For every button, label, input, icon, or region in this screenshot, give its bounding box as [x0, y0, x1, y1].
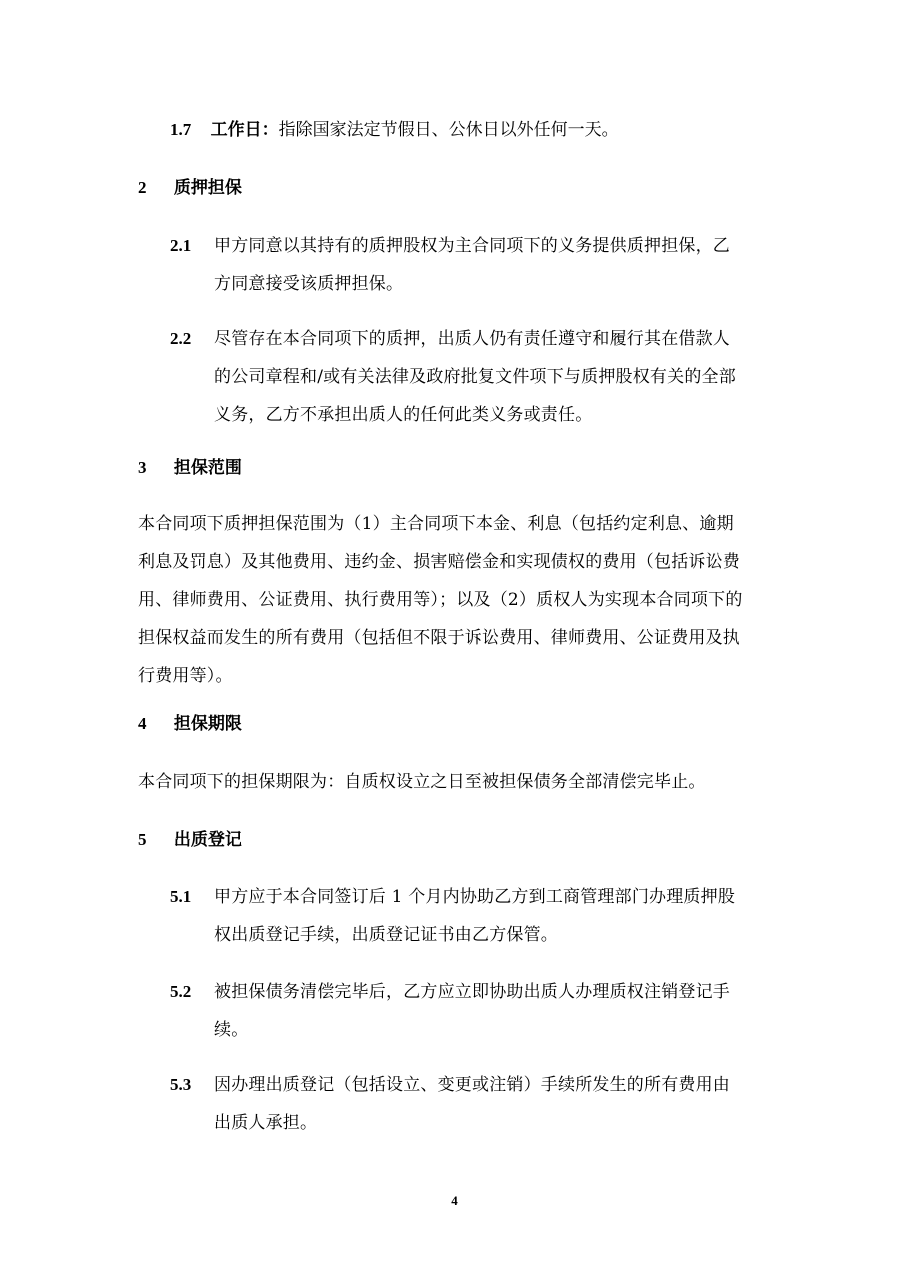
section-number: 4	[138, 714, 147, 733]
clause-number-2-2: 2.2	[170, 329, 192, 348]
clause-2-2	[214, 320, 774, 434]
text-line: 因办理出质登记（包括设立、变更或注销）手续所发生的所有费用由	[214, 1075, 730, 1095]
text-line: 甲方应于本合同签订后 1 个月内协助乙方到工商管理部门办理质押股	[214, 887, 736, 907]
section-heading-3	[138, 458, 242, 478]
clause-number-2-1: 2.1	[170, 236, 192, 255]
text-line: 尽管存在本合同项下的质押，出质人仍有责任遵守和履行其在借款人	[214, 329, 730, 349]
clause-text: 指除国家法定节假日、公休日以外任何一天。	[278, 120, 619, 140]
text-line: 出质人承担。	[214, 1113, 318, 1133]
section-title: 担保范围	[173, 458, 242, 478]
text-line: 被担保债务清偿完毕后，乙方应立即协助出质人办理质权注销登记手	[214, 982, 730, 1002]
clause-title: 工作日：	[210, 120, 279, 140]
clause-1-7	[170, 120, 619, 140]
section-title: 担保期限	[173, 714, 242, 734]
clause-number-5-3: 5.3	[170, 1075, 192, 1094]
clause-number: 1.7	[170, 120, 192, 139]
section-4-paragraph: 本合同项下的担保期限为：自质权设立之日至被担保债务全部清偿完毕止。	[138, 772, 706, 792]
clause-5-2	[214, 973, 774, 1049]
text-line: 用、律师费用、公证费用、执行费用等）；以及（2）质权人为实现本合同项下的	[138, 590, 743, 610]
section-title: 质押担保	[173, 178, 242, 198]
section-heading-4	[138, 714, 242, 734]
text-line: 利息及罚息）及其他费用、违约金、损害赔偿金和实现债权的费用（包括诉讼费	[138, 552, 740, 572]
section-number: 3	[138, 458, 147, 477]
clause-5-1	[214, 878, 774, 954]
text-line: 续。	[214, 1020, 249, 1040]
clause-number-5-2: 5.2	[170, 982, 192, 1001]
clause-2-1	[214, 227, 774, 303]
text-line: 担保权益而发生的所有费用（包括但不限于诉讼费用、律师费用、公证费用及执	[138, 628, 740, 648]
text-line: 权出质登记手续，出质登记证书由乙方保管。	[214, 925, 558, 945]
clause-number-5-1: 5.1	[170, 887, 192, 906]
text-line: 义务，乙方不承担出质人的任何此类义务或责任。	[214, 405, 593, 425]
text-line: 甲方同意以其持有的质押股权为主合同项下的义务提供质押担保，乙	[214, 236, 730, 256]
text-line: 方同意接受该质押担保。	[214, 274, 404, 294]
clause-5-3	[214, 1066, 774, 1142]
text-line: 行费用等）。	[138, 666, 233, 686]
section-3-paragraph	[138, 505, 778, 695]
section-number: 5	[138, 830, 147, 849]
section-title: 出质登记	[173, 830, 242, 850]
section-heading-2	[138, 178, 242, 198]
page-number: 4	[451, 1193, 458, 1208]
section-number: 2	[138, 178, 147, 197]
text-line: 的公司章程和/或有关法律及政府批复文件项下与质押股权有关的全部	[214, 367, 736, 387]
text-line: 本合同项下质押担保范围为（1）主合同项下本金、利息（包括约定利息、逾期	[138, 514, 734, 534]
section-heading-5	[138, 830, 242, 850]
